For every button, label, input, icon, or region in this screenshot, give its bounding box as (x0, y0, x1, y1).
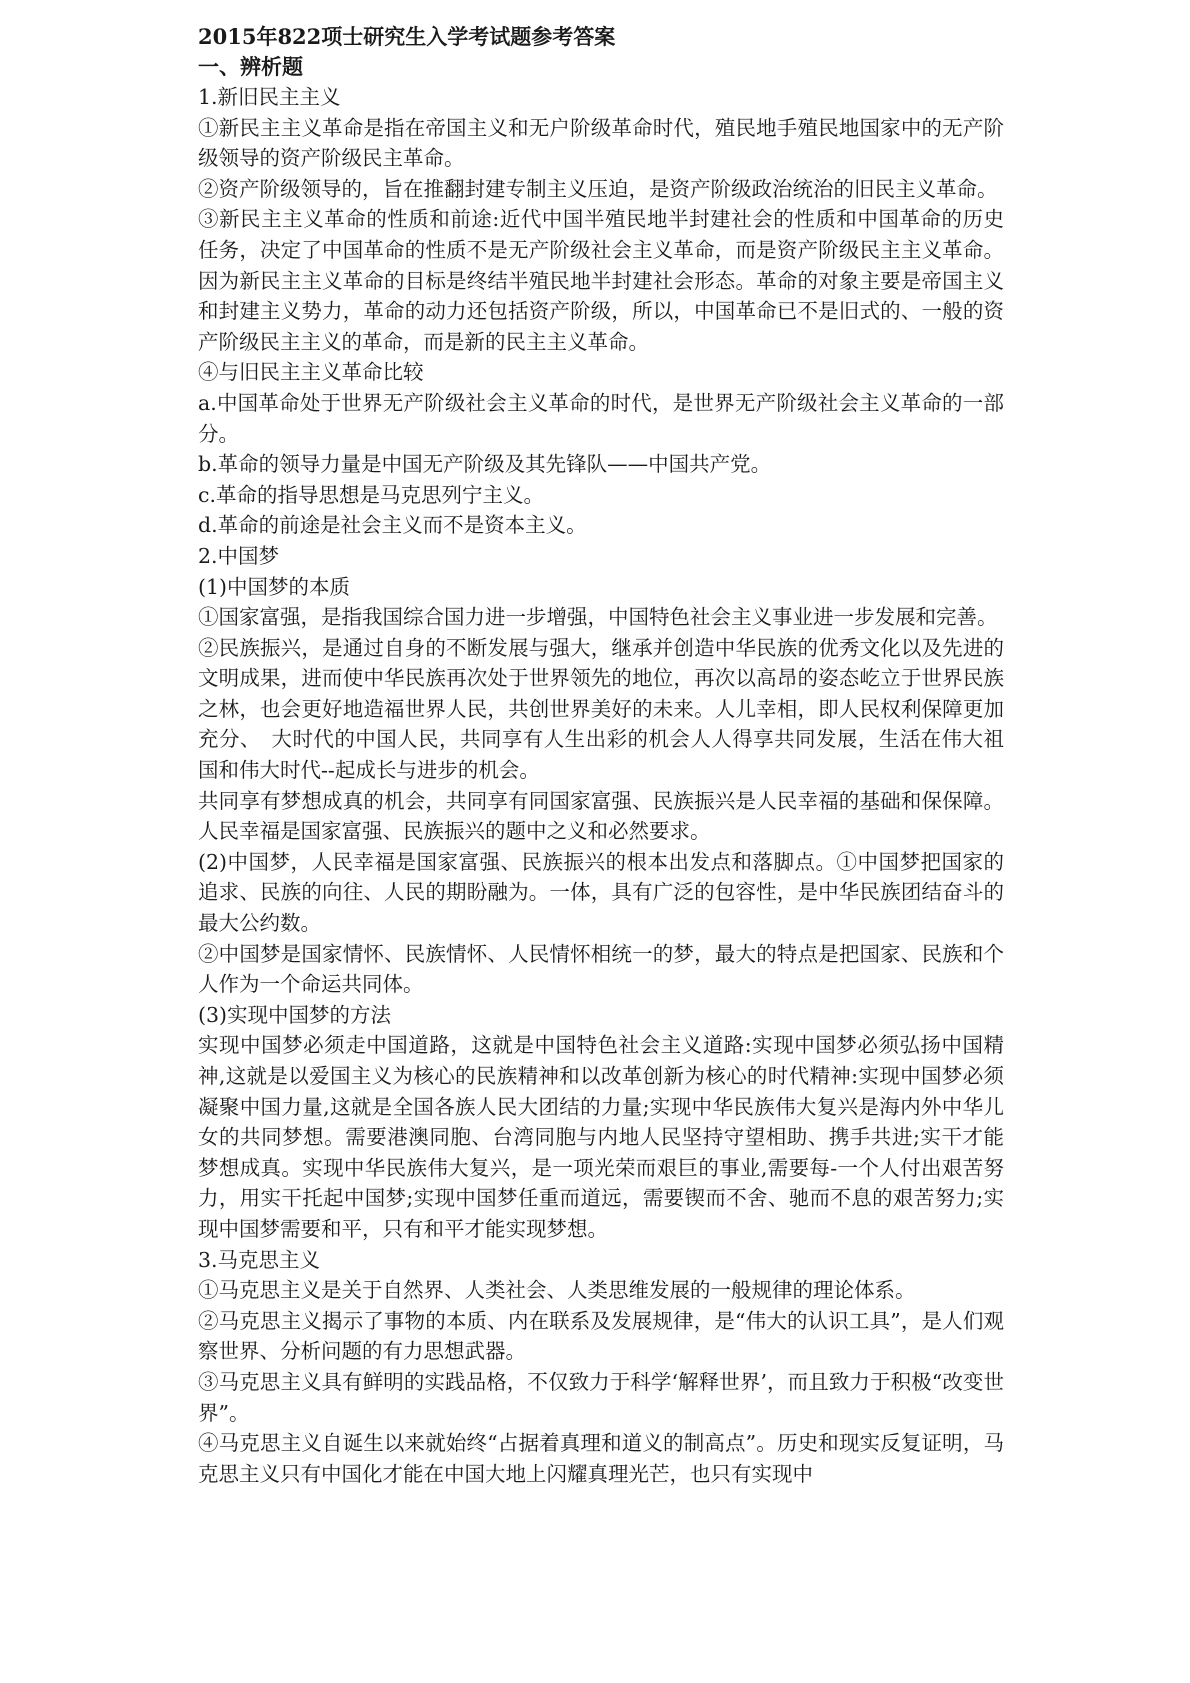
paragraph: 实现中国梦必须走中国道路，这就是中国特色社会主义道路:实现中国梦必须弘扬中国精神,这就是以爱国主义为核心的民族精神和以改革创新为核心的时代精神:实现中国梦必须凝聚中国力量,这就是全国各族人民大团结的力量;实现中华民族伟大复兴是海内外中华儿女的共同梦想。需要港澳同胞、台湾同胞与内地人民坚持守望相助、携手共进;实干才能梦想成真。实现中华民族伟大复兴，是一项光荣而艰巨的事业,需要每-一个人付出艰苦努力，用实干托起中国梦;实现中国梦任重而道远，需要锲而不舍、驰而不息的艰苦努力;实现中国梦需要和平，只有和平才能实现梦想。 (198, 1033, 1004, 1241)
paragraph: 共同享有梦想成真的机会，共同享有同国家富强、民族振兴是人民幸福的基础和保保障。人民幸福是国家富强、民族振兴的题中之义和必然要求。 (198, 788, 1004, 844)
paragraph: ①国家富强，是指我国综合国力进一步增强，中国特色社会主义事业进一步发展和完善。 (198, 605, 998, 630)
document-body (198, 22, 1004, 1489)
paragraph: ②资产阶级领导的，旨在推翻封建专制主义压迫，是资产阶级政治统治的旧民主义革命。 (198, 176, 998, 201)
paragraph: d.革命的前途是社会主义而不是资本主义。 (198, 513, 587, 538)
paragraph: c.革命的指导思想是马克思列宁主义。 (198, 482, 544, 507)
paragraph: ④与旧民主主义革命比较 (198, 360, 424, 385)
paragraph: ③马克思主义具有鲜明的实践品格，不仅致力于科学‘解释世界’，而且致力于积极“改变世界”。 (198, 1369, 1004, 1425)
paragraph: (1)中国梦的本质 (198, 574, 351, 599)
paragraph: ②民族振兴，是通过自身的不断发展与强大，继承并创造中华民族的优秀文化以及先进的文明成果，进而使中华民族再次处于世界领先的地位，再次以高昂的姿态屹立于世界民族之林，也会更好地造福世界人民，共创世界美好的未来。人儿幸相，即人民权利保障更加充分、 大时代的中国人民，共同享有人生出彩的机会人人得享共同发展，生活在伟大祖国和伟大时代--起成长与进步的机会。 (198, 635, 1004, 783)
paragraph: 3.马克思主义 (198, 1247, 321, 1272)
paragraph: 1.新旧民主主义 (198, 85, 341, 109)
paragraph: ③新民主主义革命的性质和前途:近代中国半殖民地半封建社会的性质和中国革命的历史任务，决定了中国革命的性质不是无产阶级社会主义革命，而是资产阶级民主主义革命。因为新民主主义革命的目标是终结半殖民地半封建社会形态。革命的对象主要是帝国主义和封建主义势力，革命的动力还包括资产阶级，所以，中国革命已不是旧式的、一般的资产阶级民主主义的革命，而是新的民主主义革命。 (198, 207, 1004, 354)
paragraph: a.中国革命处于世界无产阶级社会主义革命的时代，是世界无产阶级社会主义革命的一部分。 (198, 390, 1004, 446)
paragraph: ①新民主主义革命是指在帝国主义和无户阶级革命时代，殖民地手殖民地国家中的无产阶级领导的资产阶级民主革命。 (198, 115, 1004, 171)
paragraph: b.革命的领导力量是中国无产阶级及其先锋队——中国共产党。 (198, 452, 772, 477)
section-heading: 一、辨析题 (198, 54, 303, 79)
paragraph: (2)中国梦，人民幸福是国家富强、民族振兴的根本出发点和落脚点。①中国梦把国家的追求、民族的向往、人民的期盼融为。一体，具有广泛的包容性，是中华民族团结奋斗的最大公约数。 (198, 849, 1004, 936)
document-title: 2015年822项士研究生入学考试题参考答案 (198, 24, 616, 49)
paragraph: ①马克思主义是关于自然界、人类社会、人类思维发展的一般规律的理论体系。 (198, 1278, 916, 1303)
paragraph: ④马克思主义自诞生以来就始终“占据着真理和道义的制高点”。历史和现实反复证明，马克思主义只有中国化才能在中国大地上闪耀真理光芒，也只有实现中 (198, 1431, 1004, 1486)
paragraph: ②中国梦是国家情怀、民族情怀、人民情怀相统一的梦，最大的特点是把国家、民族和个人作为一个命运共同体。 (198, 941, 1004, 997)
paragraph: (3)实现中国梦的方法 (198, 1002, 392, 1027)
paragraph: 2.中国梦 (198, 543, 280, 568)
paragraph: ②马克思主义揭示了事物的本质、内在联系及发展规律，是“伟大的认识工具”，是人们观察世界、分析问题的有力思想武器。 (198, 1308, 1004, 1364)
